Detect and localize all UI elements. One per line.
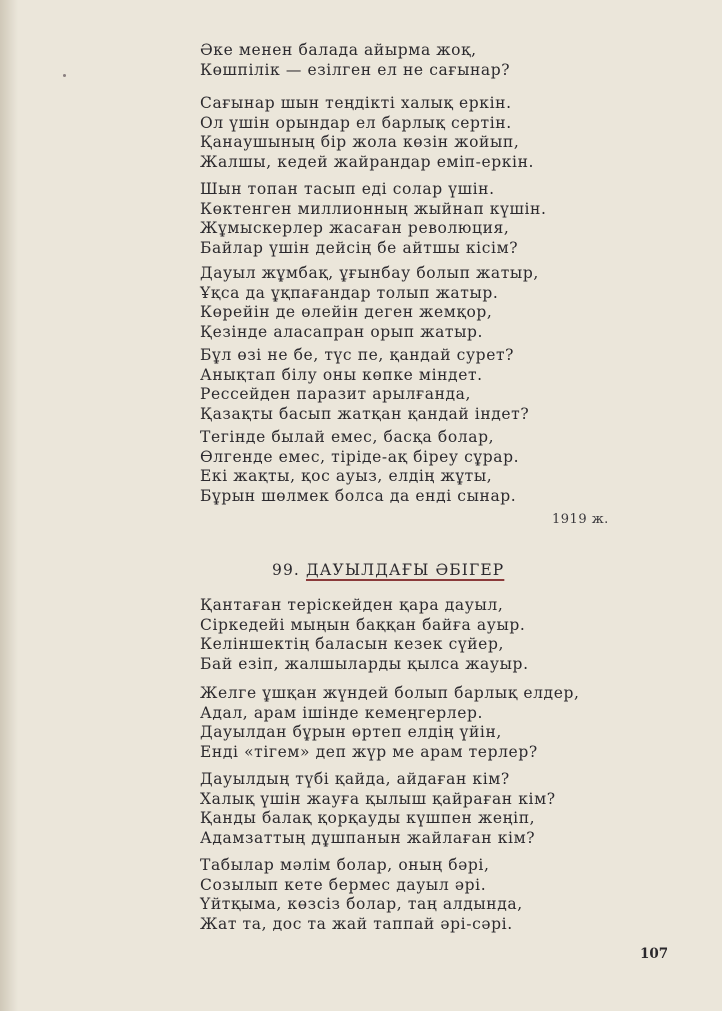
verse-line: Енді «тігем» деп жүр ме арам терлер? xyxy=(200,742,538,761)
verse-line: Байлар үшін дейсің бе айтшы кісім? xyxy=(200,238,519,257)
verse-line: Қанаушының бір жола көзін жойып, xyxy=(200,133,520,152)
verse-line: Адамзаттың дұшпанын жайлаған кім? xyxy=(200,828,536,847)
verse-line: Келіншектің баласын кезек сүйер, xyxy=(200,635,504,654)
poem1-stanza-4 xyxy=(200,264,539,342)
poem1-stanza-6 xyxy=(200,428,519,506)
verse-line: Халық үшін жауға қылыш қайраған кім? xyxy=(200,789,556,808)
verse-line: Бұл өзі не бе, түс пе, қандай сурет? xyxy=(200,346,515,364)
verse-line: Дауылдан бұрын өртеп елдің үйін, xyxy=(200,723,502,742)
poem2-stanza-3 xyxy=(200,770,556,848)
verse-line: Қантаған теріскейден қара дауыл, xyxy=(200,596,504,614)
verse-line: Жалшы, кедей жайрандар еміп-еркін. xyxy=(200,152,535,171)
verse-line: Тегінде былай емес, басқа болар, xyxy=(200,428,495,446)
verse-line: Жат та, дос та жай таппай әрі-сәрі. xyxy=(200,914,513,933)
verse-line: Бай езіп, жалшыларды қылса жауыр. xyxy=(200,654,529,673)
poem1-stanza-2 xyxy=(200,94,534,172)
poem2-stanza-1 xyxy=(200,596,529,674)
verse-line: Созылып кете бермес дауыл әрі. xyxy=(200,875,487,894)
page-number: 107 xyxy=(640,946,669,962)
poem-title xyxy=(272,561,504,579)
poem-date: 1919 ж. xyxy=(552,512,609,527)
verse-line: Дауыл жұмбақ, ұғынбау болып жатыр, xyxy=(200,264,539,282)
poem2-stanza-4 xyxy=(200,856,523,934)
verse-line: Екі жақты, қос ауыз, елдің жұты, xyxy=(200,467,493,486)
verse-line: Қезінде аласапран орып жатыр. xyxy=(200,322,484,341)
verse-line: Көктенген миллионның жыйнап күшін. xyxy=(200,199,547,218)
poem1-stanza-5 xyxy=(200,346,529,424)
verse-line: Көшпілік — езілген ел не сағынар? xyxy=(200,60,511,79)
poem1-stanza-3 xyxy=(200,180,546,258)
verse-line: Ол үшін орындар ел барлық сертін. xyxy=(200,113,512,132)
verse-line: Бұрын шөлмек болса да енді сынар. xyxy=(200,486,517,505)
verse-line: Ұқса да ұқпағандар толып жатыр. xyxy=(200,283,499,302)
verse-line: Сағынар шын теңдікті халық еркін. xyxy=(200,94,512,112)
verse-line: Анықтап білу оны көпке міндет. xyxy=(200,365,483,384)
verse-line: Шын топан тасып еді солар үшін. xyxy=(200,180,495,198)
poem-title-text: ДАУЫЛДАҒЫ ӘБІГЕР xyxy=(305,561,505,579)
verse-line: Қанды балақ қорқауды күшпен жеңіп, xyxy=(200,809,536,828)
verse-line: Өлгенде емес, тіріде-ақ біреу сұрар. xyxy=(200,447,520,466)
paper-speck xyxy=(63,74,66,77)
verse-line: Жұмыскерлер жасаған революция, xyxy=(200,219,510,238)
verse-line: Табылар мәлім болар, оның бәрі, xyxy=(200,856,490,874)
verse-line: Желге ұшқан жүндей болып барлық елдер, xyxy=(200,684,580,702)
verse-line: Дауылдың түбі қайда, айдаған кім? xyxy=(200,770,510,788)
verse-line: Қазақты басып жатқан қандай індет? xyxy=(200,404,530,423)
verse-line: Үйтқыма, көзсіз болар, таң алдында, xyxy=(200,895,523,914)
verse-line: Сіркедейі мыңын баққан байға ауыр. xyxy=(200,615,526,634)
verse-line: Көрейін де өлейін деген жемқор, xyxy=(200,303,493,322)
poem-number: 99. xyxy=(272,561,300,579)
page-edge-shadow xyxy=(0,0,18,1011)
verse-line: Рессейден паразит арылғанда, xyxy=(200,385,472,404)
poem2-stanza-2 xyxy=(200,684,580,762)
verse-line: Адал, арам ішінде кемеңгерлер. xyxy=(200,703,484,722)
verse-line: Әке менен балада айырма жоқ, xyxy=(200,41,477,59)
poem1-stanza-1 xyxy=(200,41,510,80)
